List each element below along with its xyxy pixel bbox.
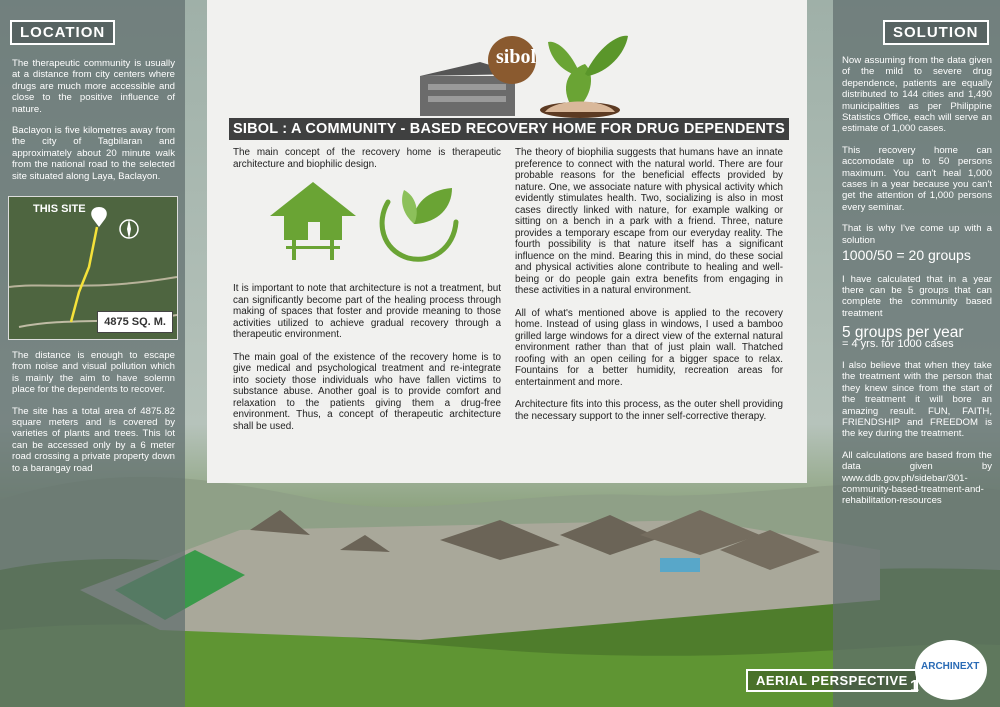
solution-equation: = 4 yrs. for 1000 cases	[842, 337, 954, 350]
solution-paragraph: That is why I've come up with a solution	[842, 223, 992, 246]
location-paragraph: The therapeutic community is usually at a distance from city centers where drugs are much more accessible and close to the positive influence of nature.	[12, 58, 175, 115]
solution-equation: 1000/50 = 20 groups	[842, 247, 971, 264]
solution-paragraph: I have calculated that in a year there can be 5 groups that can complete the community based treatment	[842, 273, 992, 319]
archinext-logo-text: ARCHINEXT	[921, 661, 980, 672]
location-paragraph: The distance is enough to escape from noise and visual pollution which is mainly the aim to have solemn place for the dependents to recover.	[12, 350, 175, 396]
main-title: SIBOL : A COMMUNITY - BASED RECOVERY HOME FOR DRUG DEPENDENTS	[229, 118, 789, 140]
concept-paragraph: It is important to note that architecture is not a treatment, but can significantly become part of the healing process through making of spaces that foster and provide meaning to those activities utilized to achieve gradual recovery through a therapeutic environment.	[233, 283, 501, 340]
location-heading: LOCATION	[10, 20, 115, 45]
aerial-perspective-label: AERIAL PERSPECTIVE	[746, 669, 918, 692]
location-paragraph: Baclayon is five kilometres away from the city of Tagbilaran and approximately about 20 minute walk from the national road to the selected site situated along Laya, Baclayon.	[12, 125, 175, 182]
solution-paragraph: Now assuming from the data given of the mild to severe drug dependence, patients are equally distributed to 144 cities and 1,490 municipalities as per Philippine Statistics Office, each will serve an estimate of 1,000 cases.	[842, 55, 992, 135]
biophilia-paragraph: All of what's mentioned above is applied to the recovery home. Instead of using glass in windows, I used a bamboo grilled large windows for a direct view of the external natural environment rather than that of just plain wall. Thatched roofing with an open ceiling for a bigger space to relax. Fountains for a better humidity, recreation areas for entertainment and more.	[515, 307, 783, 388]
solution-text	[842, 55, 992, 517]
biophilia-paragraph: Architecture fits into this process, as the outer shell providing the necessary support to the inner self-corrective therapy.	[515, 399, 783, 422]
hut-icon	[268, 180, 358, 262]
map-area-label: 4875 SQ. M.	[97, 311, 173, 333]
leaf-circle-icon	[372, 178, 462, 264]
solution-heading: SOLUTION	[883, 20, 989, 45]
concept-paragraph: The main goal of the existence of the recovery home is to give medical and psychological treatment and re-integrate into society those individuals who have fallen victims to substance abuse. Another goal is to provide comfort and relaxation to the patients giving them a drug-free environment. Thus, a concept of therapeutic architecture shall be used.	[233, 351, 501, 432]
location-paragraph: The site has a total area of 4875.82 square meters and is covered by varieties of plants and trees. This lot can be accessed only by a 6 meter road crossing a private property down to a barangay road	[12, 405, 175, 474]
solution-paragraph: This recovery home can accomodate up to 50 persons maximum. You can't heal 1,000 cases in a year because you can't get the attention of 1,000 persons every seminar.	[842, 144, 992, 213]
center-column-right	[515, 147, 783, 433]
solution-paragraph: All calculations are based from the data given by www.ddb.gov.ph/sidebar/301-community-based-treatment-and-rehabilitation-resources	[842, 449, 992, 507]
center-column-left	[233, 147, 501, 181]
center-column-left-lower	[233, 283, 501, 443]
biophilia-paragraph: The theory of biophilia suggests that humans have an innate preference to connect with the natural world. There are four probable reasons for the beneficial effects provided by nature. One, we associate nature with physical activity which evidently stimulates health. Two, socializing is also in most cases directly linked with nature, for example walking or sitting on a bench in a park with a friend. Three, nature provides a temporary escape from our everyday reality. The fourth possibility is that nature itself has a significant influence on the mind. Bearing this in mind, do these social and physical activities alone contribute to healing and well-being or do people gain extra benefits from engaging in these activities in a natural environment.	[515, 147, 783, 296]
solution-paragraph: I also believe that when they take the treatment with the person that they knew since from the start of the treatment it will bore an amazing result. FUN, FAITH, FRIENDSHIP and FREEDOM is the key during the treatment.	[842, 359, 992, 440]
site-map	[8, 196, 178, 340]
location-text	[12, 58, 175, 192]
concept-paragraph: The main concept of the recovery home is therapeutic architecture and biophilic design.	[233, 147, 501, 170]
page-number: 1	[910, 678, 919, 695]
location-text-lower	[12, 350, 175, 484]
map-site-label: THIS SITE	[33, 203, 86, 215]
sibol-logo-text: sibol	[496, 46, 537, 68]
solution-equation: 5 groups per year	[842, 324, 964, 342]
